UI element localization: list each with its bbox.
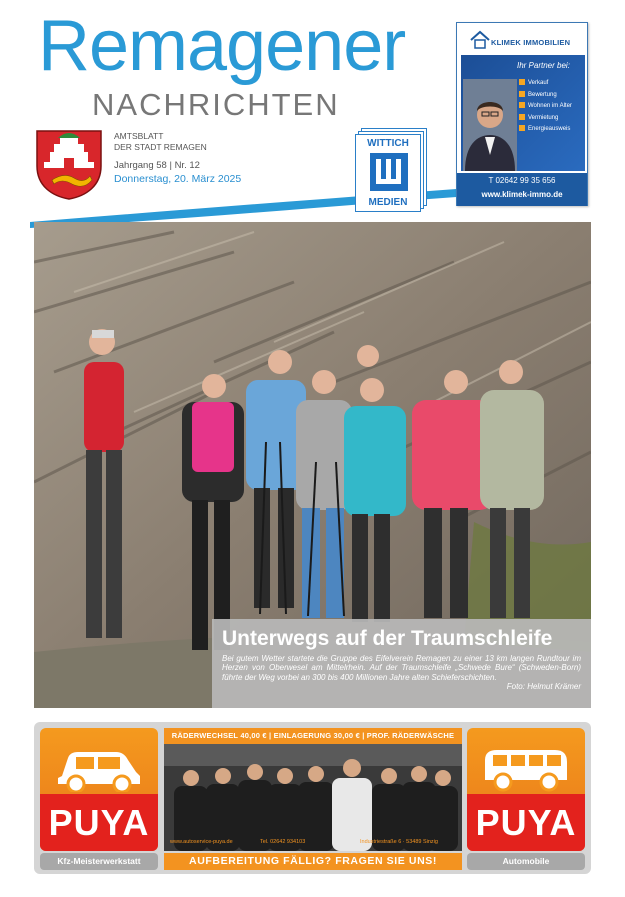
- ad-website-link[interactable]: www.klimek-immo.de: [481, 190, 563, 199]
- newspaper-title: Remagener: [38, 6, 406, 86]
- ad-service-list: [519, 79, 572, 137]
- klimek-immobilien-ad[interactable]: [456, 22, 588, 206]
- automobile-label: Automobile: [467, 853, 585, 870]
- puya-website[interactable]: www.autoservice-puya.de: [170, 839, 233, 845]
- house-icon: [469, 29, 491, 51]
- list-item: Energieausweis: [519, 125, 572, 132]
- publisher-subname: MEDIEN: [368, 197, 408, 208]
- cover-story-caption: [212, 619, 591, 708]
- ad-panel: [461, 55, 585, 171]
- publisher-name: WITTICH: [367, 138, 409, 149]
- puya-slogan: AUFBEREITUNG FÄLLIG? FRAGEN SIE UNS!: [164, 853, 462, 870]
- puya-advertisement[interactable]: [34, 722, 591, 874]
- list-item: Vermietung: [519, 114, 572, 121]
- car-icon: [54, 742, 144, 792]
- puya-team-banner: [164, 728, 462, 851]
- price-list: RÄDERWECHSEL 40,00 € | EINLAGERUNG 30,00 € | PROF. RÄDERWÄSCHE: [164, 728, 462, 744]
- ad-company-name: KLIMEK IMMOBILIEN: [491, 38, 571, 47]
- puya-address: Industriestraße 6 · 53489 Sinzig: [360, 839, 438, 845]
- van-icon: [481, 742, 571, 792]
- agent-portrait: [463, 79, 517, 171]
- team-photo: [164, 744, 462, 851]
- issue-date: Donnerstag, 20. März 2025: [114, 173, 242, 185]
- list-item: Bewertung: [519, 91, 572, 98]
- cover-headline: Unterwegs auf der Traumschleife: [222, 627, 553, 650]
- workshop-label: Kfz-Meisterwerkstatt: [40, 853, 158, 870]
- list-item: Wohnen im Alter: [519, 102, 572, 109]
- list-item: Verkauf: [519, 79, 572, 86]
- ad-phone[interactable]: T 02642 99 35 656: [488, 176, 556, 185]
- puya-phone[interactable]: Tel. 02642 934103: [260, 839, 306, 845]
- puya-logo-right: PUYA: [475, 802, 577, 843]
- puya-automobile-tile[interactable]: [467, 728, 585, 851]
- puya-logo-left: PUYA: [48, 802, 150, 843]
- wittich-medien-logo[interactable]: [355, 128, 425, 212]
- amtsblatt-label: AMTSBLATT DER STADT REMAGEN: [114, 131, 207, 152]
- photo-credit: Foto: Helmut Krämer: [506, 682, 581, 692]
- newspaper-subtitle: NACHRICHTEN: [92, 87, 340, 122]
- ad-tagline: Ihr Partner bei:: [517, 61, 570, 70]
- puya-workshop-tile[interactable]: [40, 728, 158, 851]
- issue-number: Jahrgang 58 | Nr. 12: [114, 160, 200, 171]
- cover-text: Bei gutem Wetter startete die Gruppe des Eifelverein Remagen zu einer 13 km langen Rundtour im Herzen von Oberwesel am Mittelrhein. Auf der Traumschleife „Schwede Bure“ (Schweden-Born) führte der Weg vorbei an 300 bis 400 Millionen Jahre alten Schieferschichten.: [222, 654, 581, 682]
- wittich-w-icon: [370, 153, 408, 191]
